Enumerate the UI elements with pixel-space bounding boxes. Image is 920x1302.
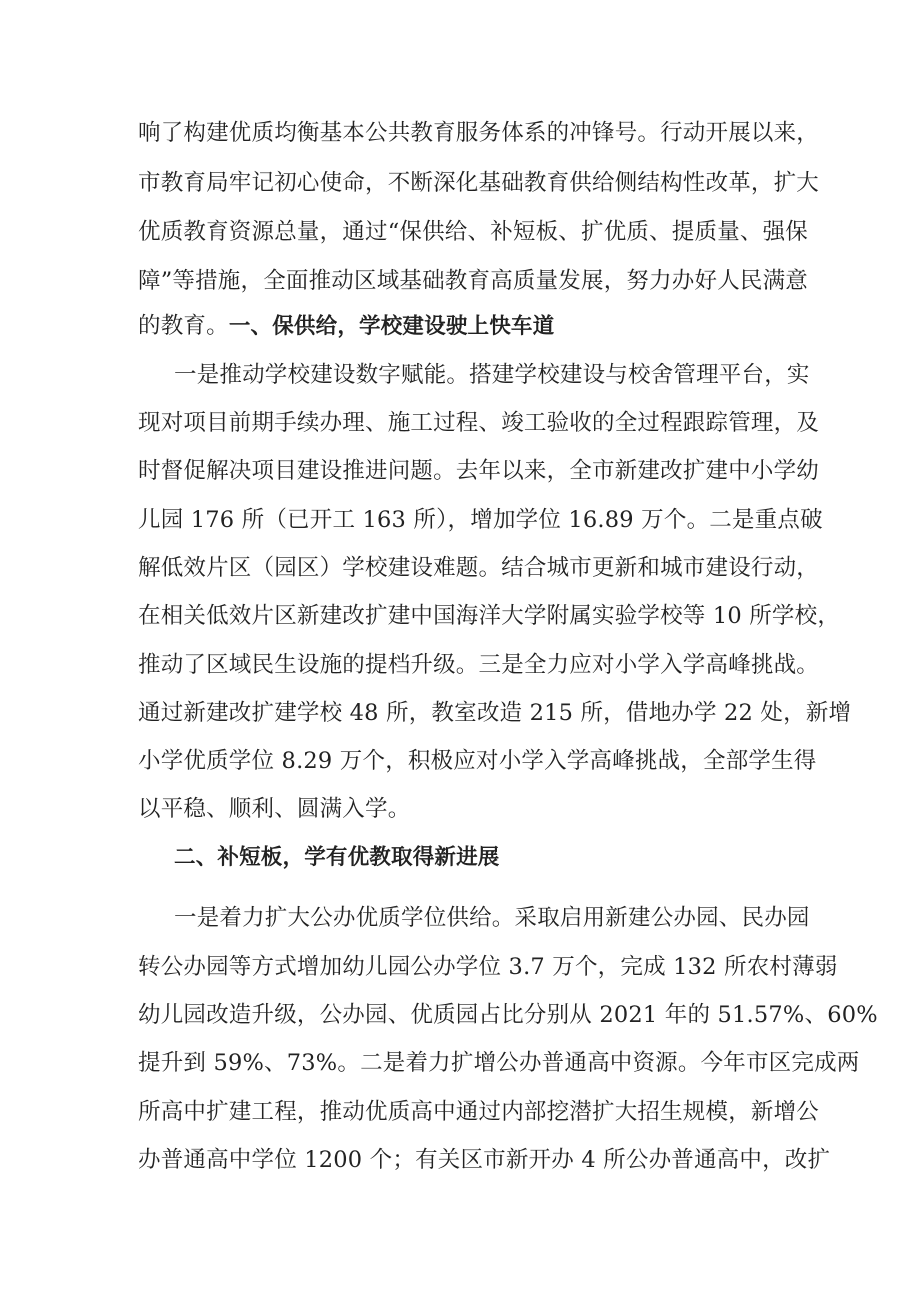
paragraph-line: 儿园 176 所（已开工 163 所），增加学位 16.89 万个。二是重点破 xyxy=(138,507,823,533)
paragraph-line: 一是推动学校建设数字赋能。搭建学校建设与校舍管理平台，实 xyxy=(174,362,810,388)
paragraph-line-with-heading xyxy=(138,311,786,341)
section-heading-1: 一、保供给，学校建设驶上快车道 xyxy=(228,314,555,339)
paragraph-line: 一是着力扩大公办优质学位供给。采取启用新建公办园、民办园 xyxy=(174,905,810,931)
paragraph-line: 小学优质学位 8.29 万个，积极应对小学入学高峰挑战，全部学生得 xyxy=(138,748,817,774)
paragraph-line: 推动了区域民生设施的提档升级。三是全力应对小学入学高峰挑战。 xyxy=(138,652,820,678)
paragraph-line: 时督促解决项目建设推进问题。去年以来，全市新建改扩建中小学幼 xyxy=(138,458,820,484)
paragraph-line: 幼儿园改造升级，公办园、优质园占比分别从 2021 年的 51.57%、60% xyxy=(138,1002,878,1028)
paragraph-line: 响了构建优质均衡基本公共教育服务体系的冲锋号。行动开展以来， xyxy=(138,120,820,146)
paragraph-line: 在相关低效片区新建改扩建中国海洋大学附属实验学校等 10 所学校， xyxy=(138,603,841,629)
paragraph-line: 现对项目前期手续办理、施工过程、竣工验收的全过程跟踪管理，及 xyxy=(138,410,820,436)
paragraph-line: 提升到 59%、73%。二是着力扩增公办普通高中资源。今年市区完成两 xyxy=(138,1050,860,1076)
paragraph-line: 转公办园等方式增加幼儿园公办学位 3.7 万个，完成 132 所农村薄弱 xyxy=(138,954,838,980)
paragraph-line: 以平稳、顺利、圆满入学。 xyxy=(138,796,411,822)
paragraph-line: 通过新建改扩建学校 48 所，教室改造 215 所，借地办学 22 处，新增 xyxy=(138,700,852,726)
paragraph-line: 优质教育资源总量，通过“保供给、补短板、扩优质、提质量、强保 xyxy=(138,219,809,245)
paragraph-line: 障”等措施，全面推动区域基础教育高质量发展，努力办好人民满意 xyxy=(138,268,809,294)
paragraph-line: 解低效片区（园区）学校建设难题。结合城市更新和城市建设行动， xyxy=(138,555,820,581)
paragraph-text: 的教育。 xyxy=(138,313,229,339)
paragraph-line: 所高中扩建工程，推动优质高中通过内部挖潜扩大招生规模，新增公 xyxy=(138,1099,820,1125)
section-heading-2: 二、补短板，学有优教取得新进展 xyxy=(174,845,500,870)
paragraph-line: 市教育局牢记初心使命，不断深化基础教育供给侧结构性改革，扩大 xyxy=(138,170,820,196)
paragraph-line: 办普通高中学位 1200 个；有关区市新开办 4 所公办普通高中，改扩 xyxy=(138,1147,831,1173)
